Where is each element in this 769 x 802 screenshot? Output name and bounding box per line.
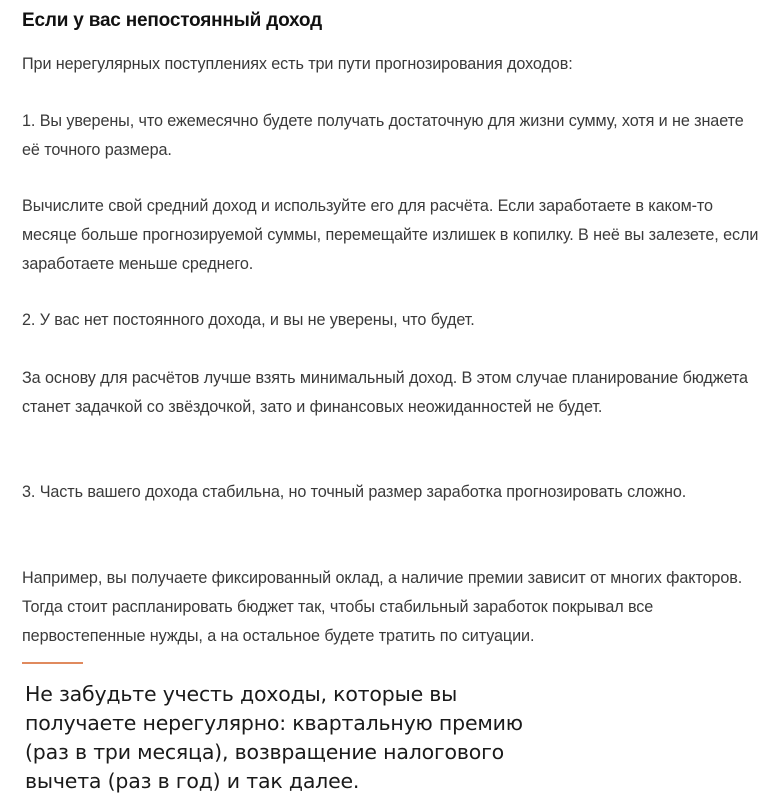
case-3-title: 3. Часть вашего дохода стабильна, но точный размер заработка прогнозировать сложно. — [22, 483, 687, 501]
case-2-body: За основу для расчётов лучше взять минимальный доход. В этом случае планирование бюджета станет задачкой со звёздочкой, зато и финансовых неожиданностей не будет. — [22, 369, 748, 416]
case-2-title: 2. У вас нет постоянного дохода, и вы не уверены, что будет. — [22, 311, 475, 329]
section-heading: Если у вас непостоянный доход — [22, 10, 322, 31]
case-3-body: Например, вы получаете фиксированный оклад, а наличие премии зависит от многих факторов. Тогда стоит распланировать бюджет так, чтобы стабильный заработок покрывал все первостепенные нужды, а на остальное будете тратить по ситуации. — [22, 569, 743, 645]
callout-divider — [22, 662, 83, 664]
callout-text: Не забудьте учесть доходы, которые вы получаете нерегулярно: квартальную премию (раз в три месяца), возвращение налогового вычета (раз в год) и так далее. — [25, 682, 523, 793]
case-1-body: Вычислите свой средний доход и используйте его для расчёта. Если заработаете в каком-то месяце больше прогнозируемой суммы, перемещайте излишек в копилку. В неё вы залезете, если заработаете меньше среднего. — [22, 197, 759, 273]
intro-paragraph: При нерегулярных поступлениях есть три пути прогнозирования доходов: — [22, 55, 573, 73]
case-1-title: 1. Вы уверены, что ежемесячно будете получать достаточную для жизни сумму, хотя и не знаете её точного размера. — [22, 112, 744, 159]
